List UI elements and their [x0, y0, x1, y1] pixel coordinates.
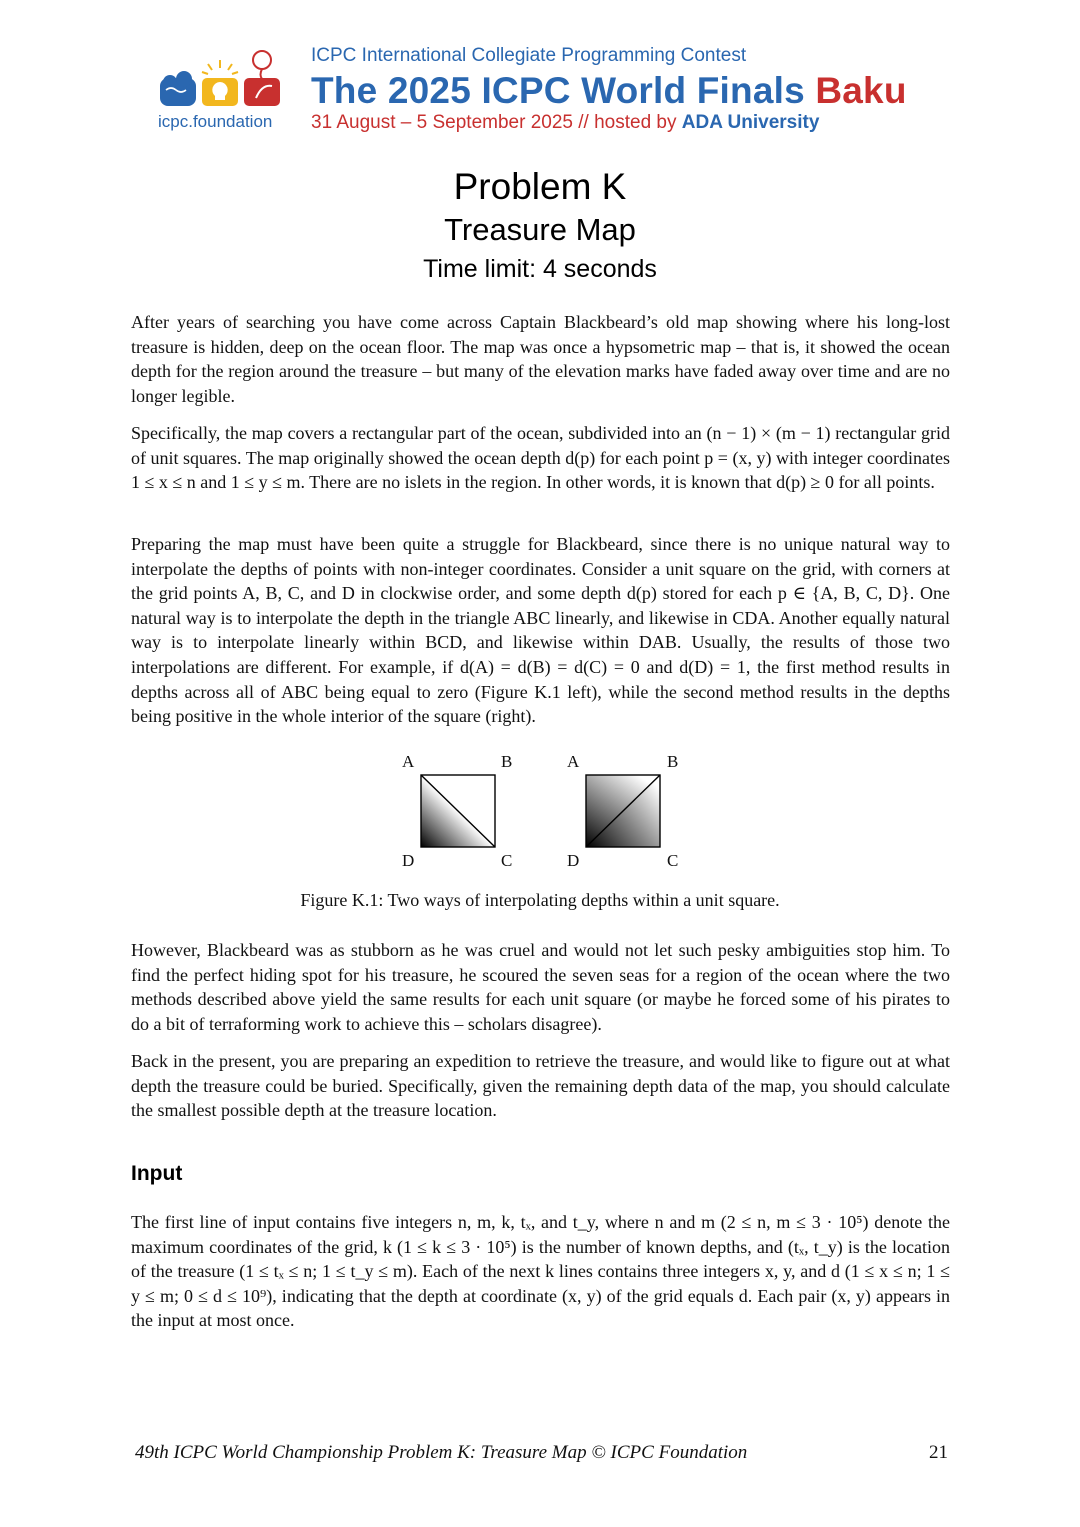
footer-text: 49th ICPC World Championship Problem K: Treasure Map © ICPC Foundation — [135, 1442, 748, 1463]
page-header — [0, 0, 1080, 150]
dates-line — [311, 112, 819, 134]
problem-name: Treasure Map — [444, 212, 636, 247]
right-label-d: D — [567, 851, 580, 870]
host-university: ADA University — [681, 112, 820, 133]
input-heading: Input — [131, 1162, 183, 1185]
event-dates: 31 August – 5 September 2025 — [311, 112, 573, 133]
paragraph-interpolation: Preparing the map must have been quite a struggle for Blackbeard, since there is no unique natural way to interpolate the depths of points with non-integer coordinates. Consider a unit square on the grid, with corners at the grid points A, B, C, and D in clockwise order, and some depth d(p) stored for each p ∈ {A, B, C, D}. One natural way is to interpolate the depth in the triangle ABC linearly, and likewise in CDA. Another equally natural way is to interpolate linearly within BCD, and likewise within DAB. Usually, the results of those two interpolations are different. For example, if d(A) = d(B) = d(C) = 0 and d(D) = 1, the first method results in depths across all of ABC being equal to zero (Figure K.1 left), while the second method results in the depths being positive in the whole interior of the square (right). — [131, 534, 950, 727]
title-city: Baku — [815, 70, 907, 111]
page-number: 21 — [929, 1442, 948, 1463]
paragraph-task: Back in the present, you are preparing an expedition to retrieve the treasure, and would like to figure out at what depth the treasure could be buried. Specifically, given the remaining depth data of the map, you should calculate the smallest possible depth at the treasure location. — [131, 1051, 950, 1121]
left-label-a: A — [402, 752, 415, 771]
title-main: The 2025 ICPC World Finals — [311, 70, 805, 111]
problem-title: Problem K — [453, 166, 627, 207]
logo-text: icpc.foundation — [158, 112, 273, 131]
contest-name: ICPC International Collegiate Programming Contest — [311, 45, 747, 66]
paragraph-grid: Specifically, the map covers a rectangular part of the ocean, subdivided into an (n − 1) × (m − 1) rectangular grid of unit squares. The map originally showed the ocean depth d(p) for each point p = (x, y) with integer coordinates 1 ≤ x ≤ n and 1 ≤ y ≤ m. There are no islets in the region. In other words, it is known that d(p) ≥ 0 for all points. — [131, 423, 950, 493]
cloud-icon — [160, 71, 196, 106]
right-interpolation-square — [585, 774, 661, 848]
right-label-c: C — [667, 851, 679, 870]
balloon-icon — [244, 51, 280, 106]
paragraph-input: The first line of input contains five integers n, m, k, tₓ, and t_y, where n and m (2 ≤ n, m ≤ 3 · 10⁵) denote the maximum coordinates of the grid, k (1 ≤ k ≤ 3 · 10⁵) is the number of known depths, and (tₓ, t_y) is the location of the treasure (1 ≤ tₓ ≤ n; 1 ≤ t_y ≤ m). Each of the next k lines contains three integers x, y, and d (1 ≤ x ≤ n; 1 ≤ y ≤ m; 0 ≤ d ≤ 10⁹), indicating that the depth at coordinate (x, y) of the grid equals d. Each pair (x, y) appears in the input at most once. — [131, 1212, 950, 1331]
time-limit: Time limit: 4 seconds — [423, 255, 657, 283]
left-label-d: D — [402, 851, 415, 870]
left-label-c: C — [501, 851, 513, 870]
figure-caption: Figure K.1: Two ways of interpolating depths within a unit square. — [300, 890, 780, 910]
figure-k1 — [380, 748, 700, 878]
right-label-a: A — [567, 752, 580, 771]
left-label-b: B — [501, 752, 513, 771]
paragraph-blackbeard: However, Blackbeard was as stubborn as he was cruel and would not let such pesky ambiguities stop him. To find the perfect hiding spot for his treasure, he scoured the seven seas for a region of the ocean where the two methods described above yield the same results for each unit square (or maybe he forced some of his pirates to do a bit of terraforming work to achieve this – scholars disagree). — [131, 940, 950, 1034]
right-label-b: B — [667, 752, 679, 771]
world-finals-title — [311, 70, 907, 112]
hosted-by: // hosted by — [572, 112, 682, 133]
lightbulb-icon — [202, 60, 238, 106]
paragraph-intro: After years of searching you have come across Captain Blackbeard’s old map showing where his long-lost treasure is hidden, deep on the ocean floor. The map was once a hypsometric map – that is, it showed the ocean depth for the region around the treasure – but many of the elevation marks have faded away over time and are no longer legible. — [131, 312, 950, 406]
left-interpolation-square — [420, 774, 496, 848]
